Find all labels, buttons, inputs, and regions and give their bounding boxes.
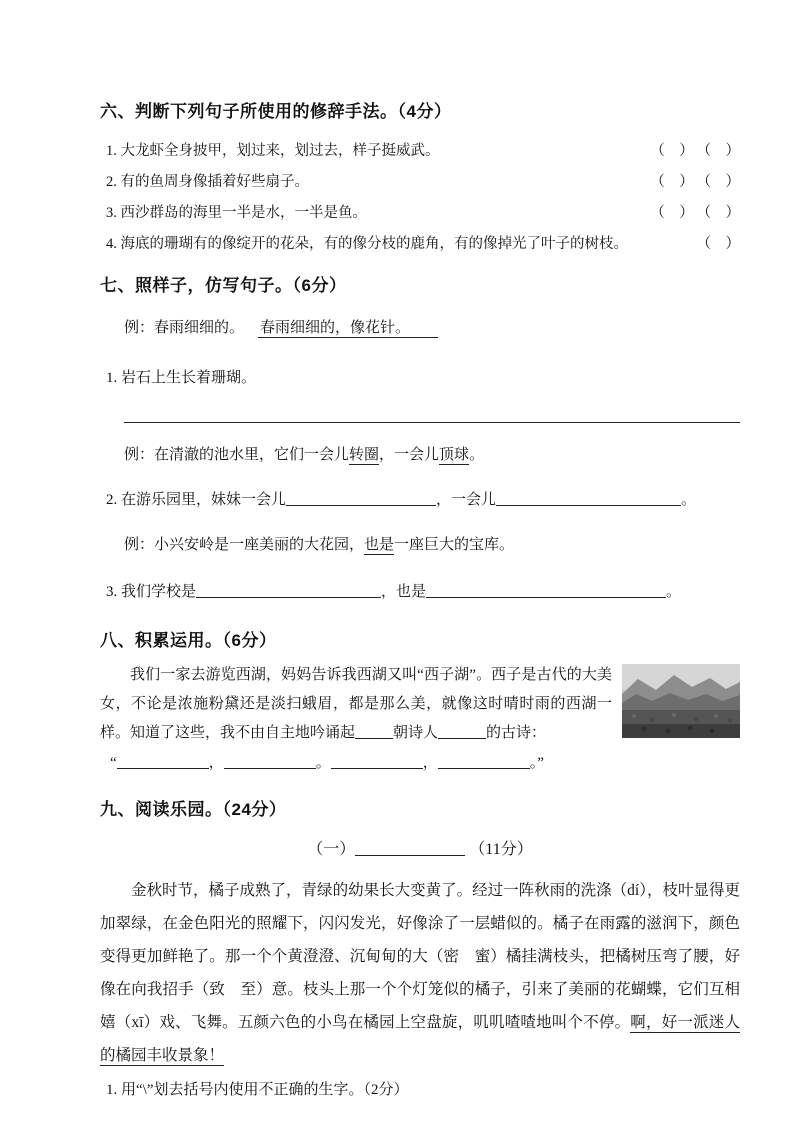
answer-brackets xyxy=(650,167,740,198)
answer-bracket: （ ） xyxy=(703,205,740,221)
punctuation: ， xyxy=(422,755,438,771)
passage-number: （一） xyxy=(307,841,356,858)
passage-text: 金秋时节，橘子成熟了，青绿的幼果长大变黄了。经过一阵秋雨的洗涤（dí），枝叶显得更加翠绿，在金色阳光的照耀下，闪闪发光，好像涂了一层蜡似的。橘子在雨露的滋润下，颜色变得更加鲜艳了。那一个个黄澄澄、沉甸甸的大（密 蜜）橘挂满枝头，把橘树压弯了腰，好像在向我招手（致 至）意。枝头上那一个个灯笼似的橘子，引来了美丽的花蝴蝶，它们互相嬉（xī）戏、飞舞。五颜六色的小鸟在橘园上空盘旋，叽叽喳喳地叫个不停。 xyxy=(100,882,740,1031)
paragraph-text: 我们一家去游览西湖，妈妈告诉我西湖又叫“西子湖”。西子是古代的大美女，不论是浓施粉黛还是淡扫蛾眉，都是那么美，就像这时晴时雨的西湖一样。知道了这些，我不由自主地吟诵起 xyxy=(100,667,612,741)
question-item xyxy=(100,229,740,260)
question-item xyxy=(100,136,740,167)
question-text: ，也是 xyxy=(381,584,427,600)
example-text: 例：小兴安岭是一座美丽的大花园， xyxy=(124,537,365,553)
answer-blank xyxy=(196,584,381,598)
poem-answer-line xyxy=(100,748,740,778)
reading-passage-title-line xyxy=(100,836,740,864)
example-word-underlined: 也是 xyxy=(364,537,395,553)
question-text: 1. 岩石上生长着珊瑚。 xyxy=(106,370,257,386)
passage-score: （11分） xyxy=(469,841,533,858)
answer-brackets xyxy=(697,229,741,260)
answer-blank xyxy=(438,755,530,769)
section-6 xyxy=(100,100,740,260)
question-item xyxy=(100,485,740,515)
answer-blank xyxy=(331,755,423,769)
answer-blank xyxy=(426,584,666,598)
question-text: 1. 大龙虾全身披甲，划过来，划过去，样子挺威武。 xyxy=(106,143,440,159)
answer-blank xyxy=(117,755,209,769)
answer-bracket: （ ） xyxy=(703,174,740,190)
answer-blank xyxy=(438,725,486,739)
question-text: 2. 有的鱼周身像插着好些扇子。 xyxy=(106,174,309,190)
answer-blank xyxy=(355,725,393,739)
section-8-body xyxy=(100,661,740,778)
punctuation: ， xyxy=(208,755,224,771)
section-8 xyxy=(100,629,740,778)
example-answer-underlined: 春雨细细的，像花针。 xyxy=(258,320,438,338)
question-text: ，一会儿 xyxy=(436,492,497,508)
answer-blank xyxy=(224,755,316,769)
answer-bracket: （ ） xyxy=(650,143,694,159)
punctuation: 。 xyxy=(315,755,331,771)
section-7-heading: 七、照样子，仿写句子。（6分） xyxy=(100,276,347,295)
question-text: 。 xyxy=(681,492,697,508)
example-text: ，一会儿 xyxy=(379,447,440,463)
section-6-heading: 六、判断下列句子所使用的修辞手法。（4分） xyxy=(100,102,452,121)
question-text: 1. 用“\”划去括号内使用不正确的生字。（2分） xyxy=(106,1082,409,1098)
question-item xyxy=(100,577,740,607)
example-prefix: 例：春雨细细的。 xyxy=(124,320,245,336)
question-item xyxy=(100,167,740,198)
answer-bracket: （ ） xyxy=(650,205,694,221)
example-word-underlined: 顶球 xyxy=(439,447,470,463)
answer-brackets xyxy=(650,198,740,229)
example-sentence xyxy=(100,441,740,469)
answer-bracket: （ ） xyxy=(703,143,740,159)
example-sentence xyxy=(100,314,740,342)
example-sentence xyxy=(100,531,740,559)
question-item xyxy=(100,198,740,229)
passage-underlined-sentence: 啊，好一派迷人的橘园丰收景象！ xyxy=(100,1014,740,1064)
example-text: 例：在清澈的池水里，它们一会儿 xyxy=(124,447,350,463)
question-text: 。 xyxy=(666,584,682,600)
west-lake-photo xyxy=(622,664,740,738)
paragraph-text: 的古诗： xyxy=(486,725,547,741)
answer-bracket: （ ） xyxy=(650,174,694,190)
example-text: 。 xyxy=(469,447,485,463)
example-word-underlined: 转圈 xyxy=(349,447,380,463)
question-text: 4. 海底的珊瑚有的像绽开的花朵，有的像分枝的鹿角，有的像掉光了叶子的树枝。 xyxy=(106,236,628,252)
section-7 xyxy=(100,274,740,607)
answer-bracket: （ ） xyxy=(696,236,740,252)
answer-blank xyxy=(286,492,436,506)
answer-blank xyxy=(496,492,681,506)
title-blank xyxy=(355,842,465,856)
quote-mark: ” xyxy=(537,755,544,771)
section-9-heading: 九、阅读乐园。（24分） xyxy=(100,800,287,819)
answer-write-line xyxy=(124,422,740,423)
question-text: 3. 西沙群岛的海里一半是水，一半是鱼。 xyxy=(106,205,367,221)
quote-mark: “ xyxy=(110,755,117,771)
example-text: 一座巨大的宝库。 xyxy=(394,537,515,553)
section-9 xyxy=(100,798,740,1104)
answer-brackets xyxy=(650,136,740,167)
punctuation: 。 xyxy=(529,755,538,771)
paragraph-text: 朝诗人 xyxy=(393,725,439,741)
question-text: 3. 我们学校是 xyxy=(106,584,197,600)
question-text: 2. 在游乐园里，妹妹一会儿 xyxy=(106,492,287,508)
section-8-heading: 八、积累运用。（6分） xyxy=(100,631,277,650)
reading-passage xyxy=(100,874,740,1072)
